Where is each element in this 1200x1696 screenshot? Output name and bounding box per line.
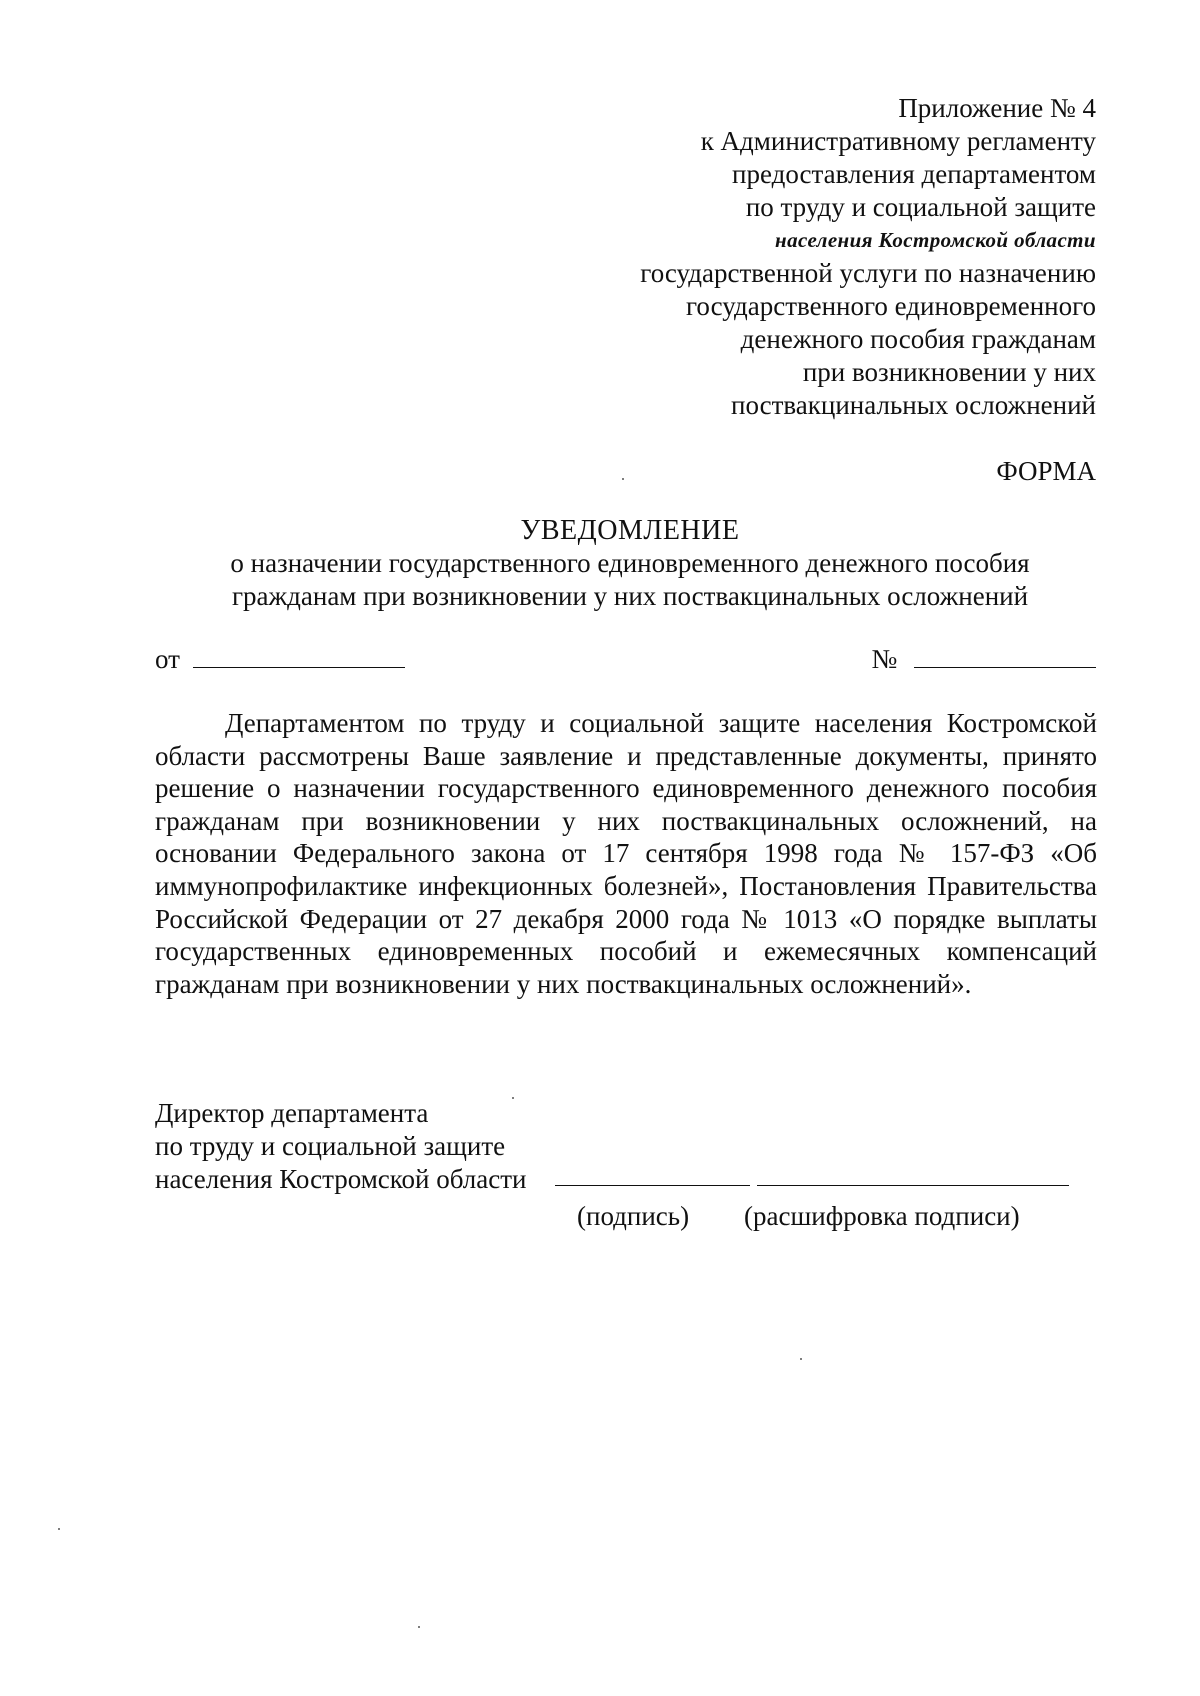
appendix-header-line: государственной услуги по назначению	[640, 258, 1096, 288]
signature-decoding-caption: (расшифровка подписи)	[744, 1201, 1020, 1231]
scan-speck	[58, 1528, 60, 1530]
notice-title-block	[140, 514, 1120, 613]
number-field	[871, 643, 1096, 676]
signature-decoding-blank-line	[757, 1185, 1069, 1186]
form-label: ФОРМА	[996, 456, 1096, 486]
signature-caption: (подпись)	[577, 1201, 690, 1231]
notice-title: УВЕДОМЛЕНИЕ	[520, 515, 740, 546]
appendix-header-italic-line: населения Костромской области	[775, 228, 1096, 252]
scan-speck	[622, 478, 624, 480]
signature-block	[155, 1097, 526, 1196]
signatory-title-line: населения Костромской области	[155, 1164, 527, 1194]
date-blank-line	[193, 643, 405, 668]
date-label: от	[155, 644, 180, 674]
appendix-number: Приложение № 4	[898, 93, 1096, 123]
scan-speck	[418, 1626, 420, 1628]
date-number-row	[155, 643, 1096, 679]
notice-subtitle-line: гражданам при возникновении у них поствакцинальных осложнений	[231, 581, 1029, 611]
signature-blank-line	[555, 1185, 750, 1186]
notice-subtitle-line: о назначении государственного единовременного денежного пособия	[230, 548, 1030, 578]
number-label: №	[871, 644, 898, 674]
appendix-header-line: при возникновении у них	[802, 357, 1096, 387]
appendix-header-line: по труду и социальной защите	[745, 192, 1096, 222]
scan-speck	[800, 1358, 802, 1360]
appendix-header-line: денежного пособия гражданам	[740, 324, 1096, 354]
number-blank-line	[914, 643, 1096, 668]
appendix-header	[536, 92, 1096, 422]
scan-speck	[512, 1097, 514, 1099]
signatory-title-line: по труду и социальной защите	[155, 1131, 506, 1161]
signatory-title-line: Директор департамента	[155, 1098, 429, 1128]
appendix-header-line: к Административному регламенту	[700, 126, 1096, 156]
appendix-header-line: государственного единовременного	[686, 291, 1096, 321]
notice-body-paragraph: Департаментом по труду и социальной защите населения Костромской области рассмотрены Ваше заявление и представленные документы, принято решение о назначении государственного единовременного денежного пособия гражданам при возникновении у них поствакцинальных осложнений, на основании Федерального закона от 17 сентября 1998 года № 157-ФЗ «Об иммунопрофилактике инфекционных болезней», Постановления Правительства Российской Федерации от 27 декабря 2000 года № 1013 «О порядке выплаты государственных единовременных пособий и ежемесячных компенсаций гражданам при возникновении у них поствакцинальных осложнений».	[155, 708, 1097, 999]
appendix-header-line: поствакцинальных осложнений	[731, 390, 1096, 420]
date-field	[155, 643, 405, 676]
appendix-header-line: предоставления департаментом	[732, 159, 1096, 189]
